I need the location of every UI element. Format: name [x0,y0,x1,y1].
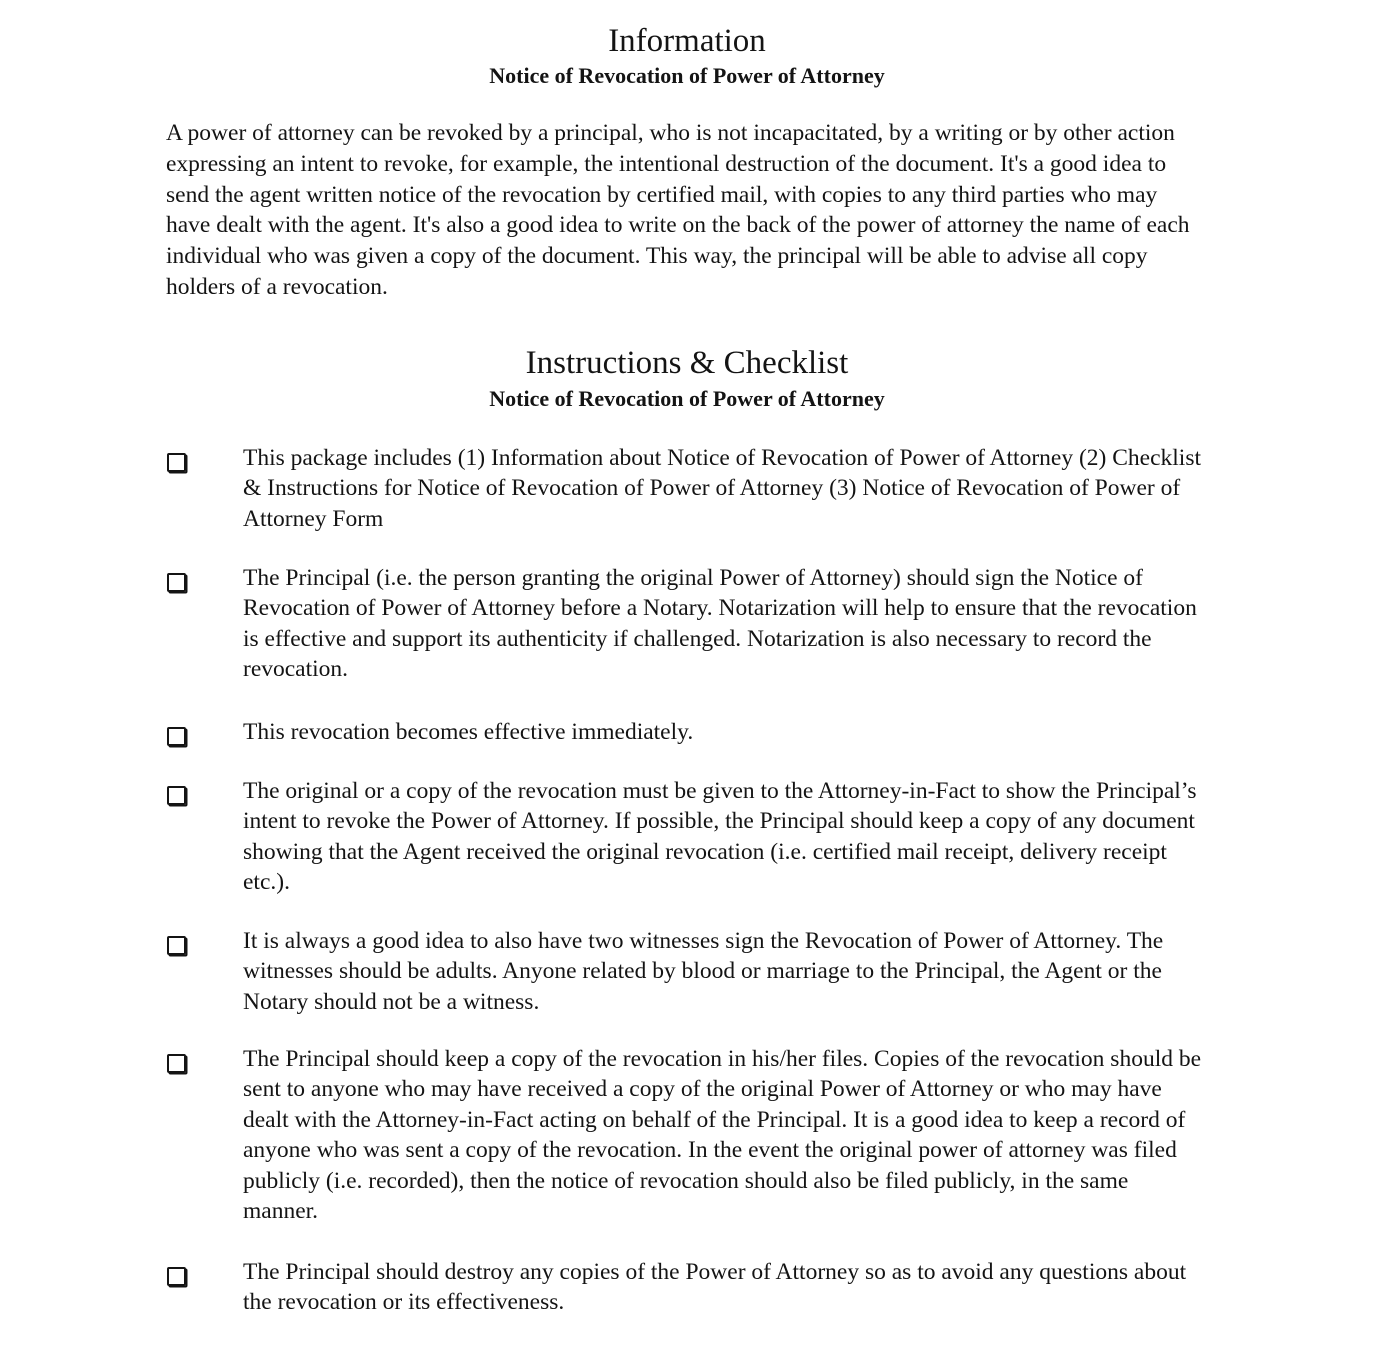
instructions-subtitle: Notice of Revocation of Power of Attorney [489,386,885,411]
checkbox-icon [167,1267,186,1286]
information-subtitle: Notice of Revocation of Power of Attorney [489,63,885,88]
checklist-item-text: The Principal (i.e. the person granting the original Power of Attorney) should sign the Notice of Revocation of Power of Attorney before a Notary. Notarization will help to ensure that the revocation is effective and support its authenticity if challenged. Notarization is also necessary to record the revocation. [243,565,1197,683]
checklist-item-text: It is always a good idea to also have two witnesses sign the Revocation of Power of Attorney. The witnesses should be adults. Anyone related by blood or marriage to the Principal, the Agent or the Notary should not be a witness. [243,928,1164,1015]
checklist-item-text: The Principal should destroy any copies of the Power of Attorney so as to avoid any questions about the revocation or its effectiveness. [243,1259,1187,1316]
checkbox-icon [167,936,186,955]
checkbox-icon [167,573,186,592]
instructions-title: Instructions & Checklist [525,345,849,381]
checklist-item-text: This revocation becomes effective immediately. [243,719,694,745]
checkbox-icon [167,786,186,805]
checkbox-icon [167,727,186,746]
checklist-item-text: The original or a copy of the revocation must be given to the Attorney-in-Fact to show the Principal’s intent to revoke the Power of Attorney. If possible, the Principal should keep a copy of any document showing that the Agent received the original revocation (i.e. certified mail receipt, delivery receipt etc.). [243,778,1197,896]
information-title: Information [608,23,766,59]
checkbox-icon [167,453,186,472]
checklist-item-text: This package includes (1) Information about Notice of Revocation of Power of Attorney (2) Checklist & Instructions for Notice of Revocation of Power of Attorney (3) Notice of Revocation of Power of Attorney Form [243,445,1202,532]
checkbox-icon [167,1054,186,1073]
information-body: A power of attorney can be revoked by a principal, who is not incapacitated, by a writing or by other action expressing an intent to revoke, for example, the intentional destruction of the document. It's a good idea to send the agent written notice of the revocation by certified mail, with copies to any third parties who may have dealt with the agent. It's also a good idea to write on the back of the power of attorney the name of each individual who was given a copy of the document. This way, the principal will be able to advise all copy holders of a revocation. [166,120,1190,300]
checklist-item-text: The Principal should keep a copy of the revocation in his/her files. Copies of the revocation should be sent to anyone who may have received a copy of the original Power of Attorney or who may have dealt with the Attorney-in-Fact acting on behalf of the Principal. It is a good idea to keep a record of anyone who was sent a copy of the revocation. In the event the original power of attorney was filed publicly (i.e. recorded), then the notice of revocation should also be filed publicly, in the same manner. [243,1046,1202,1225]
